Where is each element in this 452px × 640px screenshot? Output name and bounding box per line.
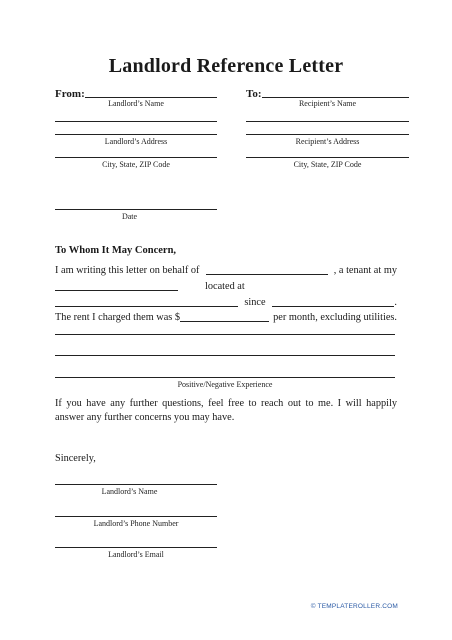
recipient-name-line[interactable] [262,97,409,98]
date-caption: Date [121,212,138,221]
landlord-name-caption: Landlord’s Name [108,99,164,108]
signature-phone-line[interactable] [55,516,217,517]
landlord-city-line[interactable] [55,157,217,158]
para1-text-2: , a tenant at my [333,265,397,276]
para1-text-1: I am writing this letter on behalf of [55,265,200,276]
property-type-blank[interactable] [55,280,178,291]
closing-paragraph: If you have any further questions, feel free to reach out to me. I will happily answer any further concerns you may have. [55,398,397,423]
document-title: Landlord Reference Letter [108,55,344,77]
landlord-address-caption: Landlord’s Address [104,137,168,146]
date-line[interactable] [55,209,217,210]
para1-text-3: located at [205,281,245,292]
recipient-address-line-2[interactable] [246,134,409,135]
landlord-address-line-1[interactable] [55,121,217,122]
to-label: To: [246,88,262,100]
signature-name-line[interactable] [55,484,217,485]
property-address-blank[interactable] [55,296,238,307]
signature-name-caption: Landlord’s Name [101,487,158,496]
experience-caption: Positive/Negative Experience [177,380,273,389]
signature-phone-caption: Landlord’s Phone Number [93,519,179,528]
footer-brand[interactable]: © TEMPLATEROLLER.COM [310,603,398,610]
reference-paragraph: I am writing this letter on behalf of , a tenant at my located at since . The rent I charged them was $ per month, excluding utilities. [55,265,397,323]
experience-line-2[interactable] [55,355,395,356]
landlord-address-line-2[interactable] [55,134,217,135]
signature-email-line[interactable] [55,547,217,548]
signature-email-caption: Landlord’s Email [108,550,164,559]
experience-line-3[interactable] [55,377,395,378]
tenant-name-blank[interactable] [206,264,328,275]
landlord-city-caption: City, State, ZIP Code [102,160,170,169]
from-label: From: [55,88,85,100]
para1-text-5: The rent I charged them was $ [55,312,181,323]
experience-line-1[interactable] [55,334,395,335]
salutation: To Whom It May Concern, [55,245,177,256]
para1-text-4: since [244,297,266,308]
landlord-name-line[interactable] [85,97,217,98]
rent-amount-blank[interactable] [180,311,269,322]
recipient-name-caption: Recipient’s Name [298,99,357,108]
tenancy-start-blank[interactable] [272,296,395,307]
recipient-city-caption: City, State, ZIP Code [293,160,362,169]
recipient-address-caption: Recipient’s Address [295,137,360,146]
para1-text-6: per month, excluding utilities. [273,312,397,323]
recipient-address-line-1[interactable] [246,121,409,122]
recipient-city-line[interactable] [246,157,409,158]
sign-off: Sincerely, [55,453,96,464]
